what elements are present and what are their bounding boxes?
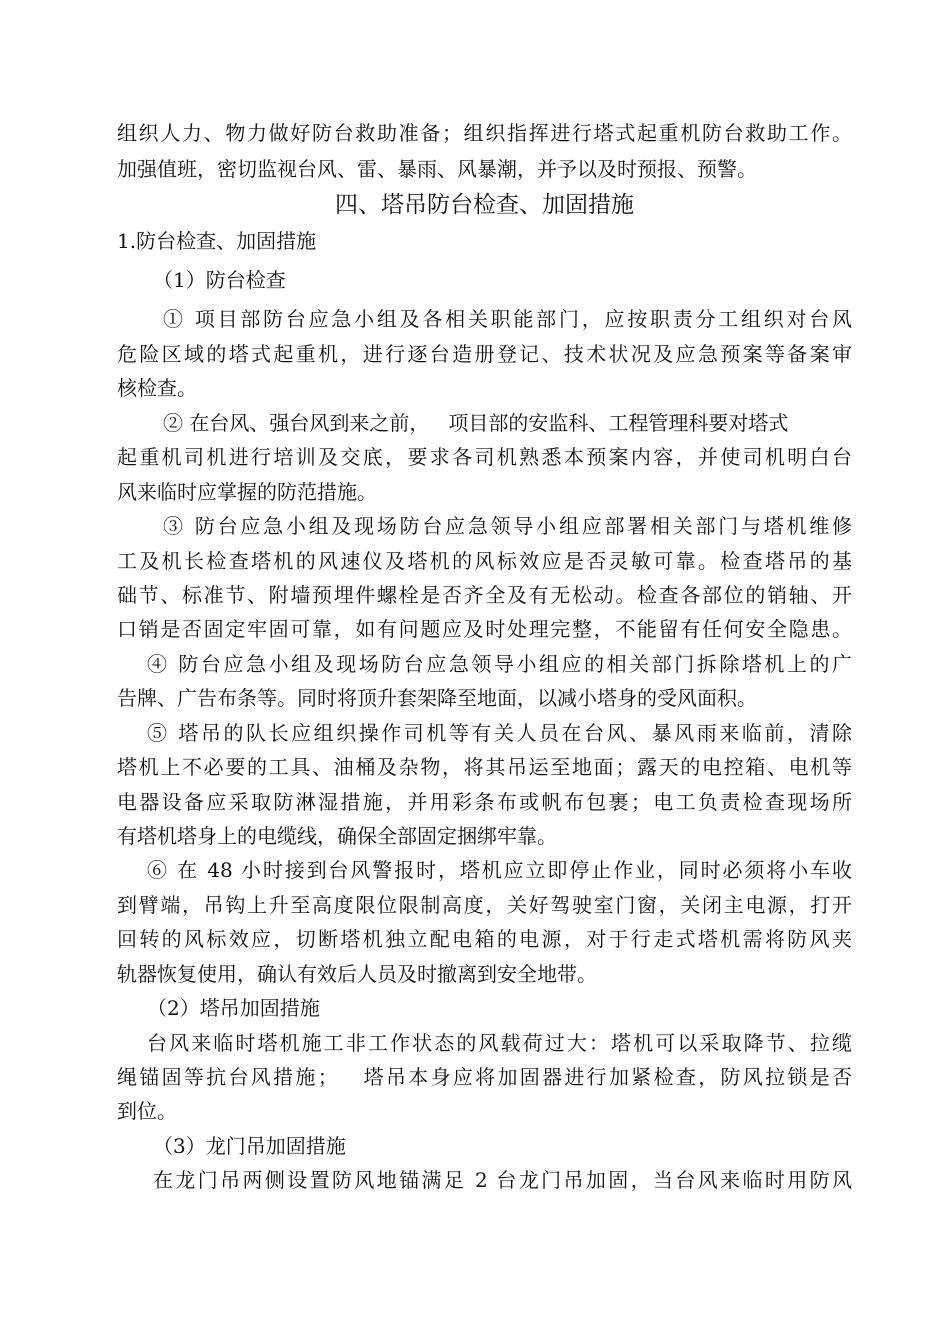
paragraph-line: 在龙门吊两侧设置防风地锚满足 2 台龙门吊加固，当台风来临时用防风 <box>153 1168 852 1192</box>
paragraph-line: 有塔机塔身上的电缆线，确保全部固定捆绑牢靠。 <box>117 824 557 848</box>
paragraph-line: 口销是否固定牢固可靠，如有问题应及时处理完整，不能留有任何安全隐患。 <box>117 617 852 641</box>
paragraph-line: ⑥ 在 48 小时接到台风警报时，塔机应立即停止作业，同时必须将小车收 <box>147 858 852 882</box>
paragraph-line: ③ 防台应急小组及现场防台应急领导小组应部署相关部门与塔机维修 <box>163 514 852 538</box>
subsection-title: （1）防台检查 <box>153 268 286 292</box>
paragraph-line: 到位。 <box>117 1099 177 1123</box>
paragraph-line: 工及机长检查塔机的风速仪及塔机的风标效应是否灵敏可靠。检查塔吊的基 <box>117 549 852 573</box>
paragraph-line: 组织人力、物力做好防台救助准备；组织指挥进行塔式起重机防台救助工作。 <box>117 121 852 145</box>
paragraph-line: ② 在台风、强台风到来之前， 项目部的安监科、工程管理科要对塔式 <box>163 411 789 435</box>
section-heading: 四、塔吊防台检查、加固措施 <box>335 192 634 218</box>
paragraph-line: 加强值班，密切监视台风、雷、暴雨、风暴潮，并予以及时预报、预警。 <box>117 157 757 181</box>
paragraph-line: 回转的风标效应，切断塔机独立配电箱的电源，对于行走式塔机需将防风夹 <box>117 927 852 951</box>
paragraph-line: ⑤ 塔吊的队长应组织操作司机等有关人员在台风、暴风雨来临前，清除 <box>147 721 852 745</box>
paragraph-line: 告牌、广告布条等。同时将顶升套架降至地面，以减小塔身的受风面积。 <box>117 686 757 710</box>
paragraph-line: 台风来临时塔机施工非工作状态的风载荷过大：塔机可以采取降节、拉缆 <box>147 1031 852 1055</box>
subsection-title: （2）塔吊加固措施 <box>147 996 320 1020</box>
paragraph-line: 危险区域的塔式起重机，进行逐台造册登记、技术状况及应急预案等备案审 <box>117 342 852 366</box>
paragraph-line: 绳锚固等抗台风措施； 塔吊本身应将加固器进行加紧检查，防风拉锁是否 <box>117 1065 852 1089</box>
paragraph-line: 风来临时应掌握的防范措施。 <box>117 480 377 504</box>
paragraph-line: 到臂端，吊钩上升至高度限位限制高度，关好驾驶室门窗，关闭主电源，打开 <box>117 893 852 917</box>
paragraph-line: ④ 防台应急小组及现场防台应急领导小组应的相关部门拆除塔机上的广 <box>147 652 852 676</box>
paragraph-line: 电器设备应采取防淋湿措施，并用彩条布或帆布包裹；电工负责检查现场所 <box>117 790 852 814</box>
paragraph-line: 起重机司机进行培训及交底，要求各司机熟悉本预案内容，并使司机明白台 <box>117 445 852 469</box>
paragraph-line: 础节、标准节、附墙预埋件螺栓是否齐全及有无松动。检查各部位的销轴、开 <box>117 583 852 607</box>
paragraph-line: 轨器恢复使用，确认有效后人员及时撤离到安全地带。 <box>117 962 597 986</box>
subsection-title: 1.防台检查、加固措施 <box>117 229 317 253</box>
paragraph-line: ① 项目部防台应急小组及各相关职能部门，应按职责分工组织对台风 <box>163 307 852 331</box>
paragraph-line: 核检查。 <box>117 376 197 400</box>
subsection-title: （3）龙门吊加固措施 <box>153 1134 346 1158</box>
paragraph-line: 塔机上不必要的工具、油桶及杂物，将其吊运至地面；露天的电控箱、电机等 <box>117 755 852 779</box>
